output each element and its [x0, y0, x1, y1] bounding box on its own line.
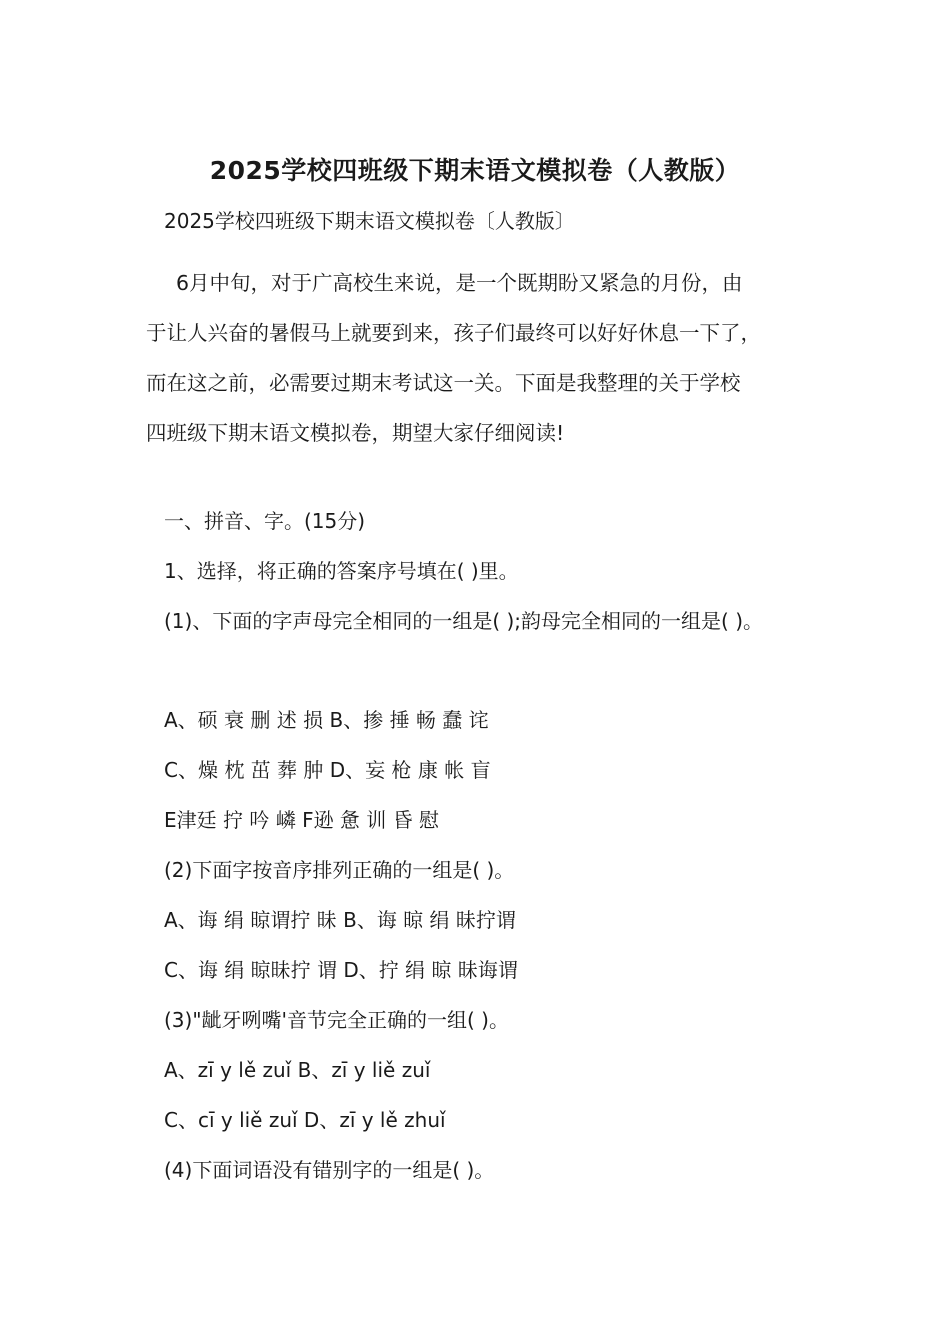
section-heading: 一、拼音、字。(15分)	[164, 509, 366, 533]
question-text: 1、选择，将正确的答案序号填在( )里。	[164, 559, 519, 583]
intro-paragraph	[146, 258, 826, 458]
option-line: C、燥 枕 茁 葬 肿 D、妄 枪 康 帐 盲	[164, 758, 491, 782]
document-subtitle: 2025学校四班级下期末语文模拟卷〔人教版〕	[164, 209, 575, 233]
document-title: 2025学校四班级下期末语文模拟卷（人教版）	[209, 156, 741, 185]
question-text: (1)、下面的字声母完全相同的一组是( );韵母完全相同的一组是( )。	[164, 609, 763, 633]
question-text: (2)下面字按音序排列正确的一组是( )。	[164, 858, 515, 882]
intro-line: 6月中旬，对于广高校生来说，是一个既期盼又紧急的月份，由	[176, 271, 743, 295]
option-line: A、硕 衰 删 述 损 B、掺 捶 畅 蠢 诧	[164, 708, 489, 732]
option-line: A、zī y lě zuǐ B、zī y liě zuǐ	[164, 1058, 431, 1082]
intro-line: 于让人兴奋的暑假马上就要到来，孩子们最终可以好好休息一下了，	[146, 321, 761, 345]
option-line: C、诲 绢 晾昧拧 谓 D、拧 绢 晾 昧诲谓	[164, 958, 518, 982]
question-text: (3)"龇牙咧嘴'音节完全正确的一组( )。	[164, 1008, 509, 1032]
question-text: (4)下面词语没有错别字的一组是( )。	[164, 1158, 495, 1182]
option-line: A、诲 绢 晾谓拧 昧 B、诲 晾 绢 昧拧谓	[164, 908, 516, 932]
intro-line: 四班级下期末语文模拟卷，期望大家仔细阅读!	[146, 421, 565, 445]
intro-line: 而在这之前，必需要过期末考试这一关。下面是我整理的关于学校	[146, 371, 741, 395]
option-line: E津廷 拧 吟 嶙 F逊 惫 训 昏 慰	[164, 808, 439, 832]
option-line: C、cī y liě zuǐ D、zī y lě zhuǐ	[164, 1108, 446, 1132]
